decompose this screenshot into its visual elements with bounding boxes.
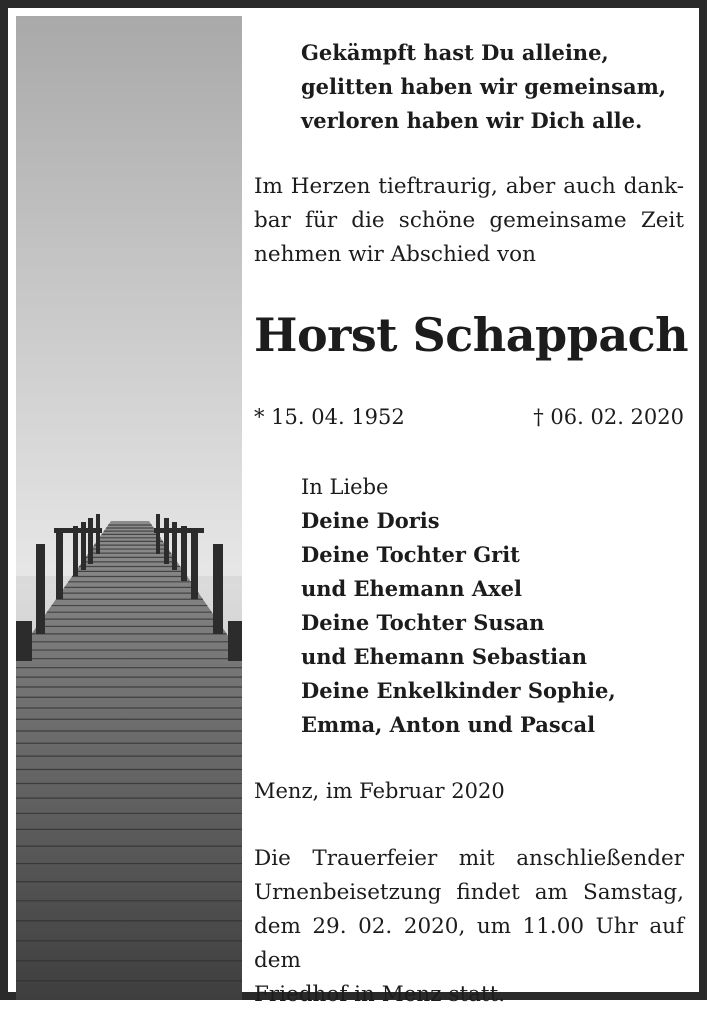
poem-line: gelitten haben wir gemeinsam, [301, 74, 667, 99]
mourner-line: Emma, Anton und Pascal [301, 712, 596, 737]
mourner-line: Deine Enkelkinder Sophie, [301, 678, 616, 703]
service-line: Die Trauerfeier mit anschließender [254, 846, 684, 871]
mourner-line: und Ehemann Sebastian [301, 644, 588, 669]
mourner-line: Deine Doris [301, 508, 440, 533]
service-line: dem 29. 02. 2020, um 11.00 Uhr auf dem [254, 914, 684, 973]
intro-line: nehmen wir Abschied von [254, 242, 536, 267]
mourners-lead: In Liebe [301, 475, 389, 499]
jetty-photo [16, 16, 242, 1000]
poem-line: verloren haben wir Dich alle. [301, 108, 643, 133]
funeral-service-info [254, 842, 684, 1012]
service-line: Friedhof in Menz statt. [254, 982, 506, 1007]
place-date: Menz, im Februar 2020 [254, 779, 505, 803]
intro-line: bar für die schöne gemeinsame Zeit [254, 208, 684, 233]
birth-date: * 15. 04. 1952 [254, 405, 405, 429]
mourner-line: und Ehemann Axel [301, 576, 522, 601]
mourners-list [301, 470, 691, 742]
poem-line: Gekämpft hast Du alleine, [301, 40, 609, 65]
mourner-line: Deine Tochter Susan [301, 610, 545, 635]
service-line: Urnenbeisetzung findet am Samstag, [254, 880, 684, 905]
deceased-name: Horst Schappach [254, 308, 689, 362]
mourner-line: Deine Tochter Grit [301, 542, 520, 567]
intro-line: Im Herzen tieftraurig, aber auch dank- [254, 174, 684, 199]
death-date: † 06. 02. 2020 [533, 405, 684, 429]
intro-text [254, 170, 684, 272]
poem [301, 36, 691, 138]
